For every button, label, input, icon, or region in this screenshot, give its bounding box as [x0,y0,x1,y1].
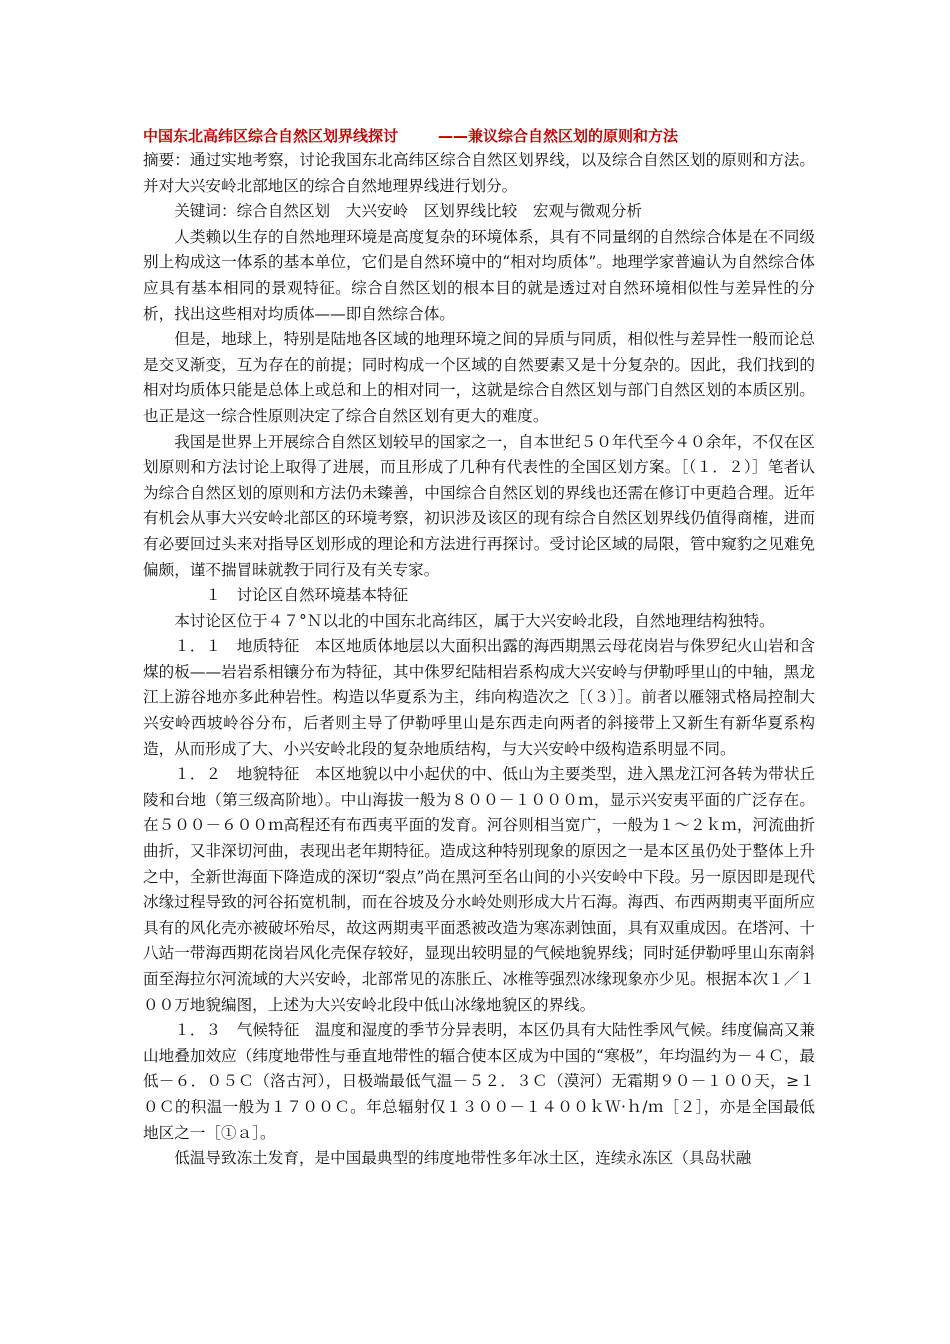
section-intro: 本讨论区位于４７°Ｎ以北的中国东北高纬区，属于大兴安岭北段，自然地理结构独特。 [174,611,775,630]
paragraph: 但是，地球上，特别是陆地各区域的地理环境之间的异质与同质，相似性与差异性一般而论总是交叉渐变，互为存在的前提；同时构成一个区域的自然要素又是十分复杂的。因此，我们找到的相对均质体只能是总体上或总和上的相对同一，这就是综合自然区划与部门自然区划的本质区别。也正是这一综合性原则决定了综合自然区划有更大的难度。 [143,330,815,425]
subsection-geology: １．１ 地质特征 本区地质体地层以大面积出露的海西期黑云母花岗岩与侏罗纪火山岩和含煤的板——岩岩系相镶分布为特征，其中侏罗纪陆相岩系构成大兴安岭与伊勒呼里山的中轴，黑龙江上游谷地亦多此种岩性。构造以华夏系为主，纬向构造次之［（３）］。前者以雁翎式格局控制大兴安岭西坡岭谷分布，后者则主导了伊勒呼里山是东西走向两者的斜接带上又新生有新华夏系构造，从而形成了大、小兴安岭北段的复杂地质结构，与大兴安岭中级构造系明显不同。 [143,637,815,758]
paragraph-permafrost: 低温导致冻土发育，是中国最典型的纬度地带性多年冰土区，连续永冻区（具岛状融 [174,1149,752,1168]
subsection-landform: １．２ 地貌特征 本区地貌以中小起伏的中、低山为主要类型，进入黑龙江河各转为带状丘陵和台地（第三级高阶地）。中山海拔一般为８００－１０００ｍ，显示兴安夷平面的广泛存在。在５００－６００ｍ高程还有布西夷平面的发育。河谷则相当宽广，一般为１～２ｋｍ，河流曲折曲折，又非深切河曲，表现出老年期特征。造成这种特别现象的原因之一是本区虽仍处于整体上升之中，全新世海面下降造成的深切“裂点”尚在黑河至名山间的小兴安岭中下段。另一原因即是现代冰缘过程导致的河谷拓宽机制，而在谷坡及分水岭处则形成大片石海。海西、布西两期夷平面所应具有的风化壳亦被破坏殆尽，故这两期夷平面悉被改造为寒冻剥蚀面，具有双重成因。在塔河、十八站一带海西期花岗岩风化壳保存较好，显现出较明显的气候地貌界线；同时延伊勒呼里山东南斜面至海拉尔河流域的大兴安岭，北部常见的冻胀丘、冰椎等强烈冰缘现象亦少见。根据本次１／１００万地貌编图，上述为大兴安岭北段中低山冰缘地貌区的界线。 [143,765,815,1014]
document-page [143,124,815,1172]
title-subtitle: ——兼议综合自然区划的原则和方法 [438,127,679,145]
section-heading: １ 讨论区自然环境基本特征 [205,586,409,605]
paragraph: 我国是世界上开展综合自然区划较早的国家之一，自本世纪５０年代至今４０余年，不仅在区划原则和方法讨论上取得了进展，而且形成了几种有代表性的全国区划方案。［（１．２）］笔者认为综合自然区划的原则和方法仍未臻善，中国综合自然区划的界线也还需在修订中更趋合理。近年有机会从事大兴安岭北部区的环境考察，初识涉及该区的现有综合自然区划界线仍值得商榷，进而有必要回过头来对指导区划形成的理论和方法进行再探讨。受讨论区域的局限，管中窥豹之见难免偏颇，谨不揣冒昧就教于同行及有关专家。 [143,432,815,579]
abstract: 摘要：通过实地考察，讨论我国东北高纬区综合自然区划界线，以及综合自然区划的原则和方法。并对大兴安岭北部地区的综合自然地理界线进行划分。 [143,151,815,195]
keywords: 关键词：综合自然区划 大兴安岭 区划界线比较 宏观与微观分析 [174,202,643,221]
title-main: 中国东北高纬区综合自然区划界线探讨 [143,127,399,145]
document-title [143,124,815,148]
paragraph: 人类赖以生存的自然地理环境是高度复杂的环境体系，具有不同量纲的自然综合体是在不同级别上构成这一体系的基本单位，它们是自然环境中的“相对均质体”。地理学家普遍认为自然综合体应具有基本相同的景观特征。综合自然区划的根本目的就是透过对自然环境相似性与差异性的分析，找出这些相对均质体——即自然综合体。 [143,227,815,323]
subsection-climate: １．３ 气候特征 温度和湿度的季节分异表明，本区仍具有大陆性季风气候。纬度偏高又兼山地叠加效应（纬度地带性与垂直地带性的辐合使本区成为中国的“寒极”，年均温约为－４Ｃ，最低－６．０５Ｃ（洛古河），日极端最低气温－５２．３Ｃ（漠河）无霜期９０－１００天，≥１０Ｃ的积温一般为１７００Ｃ。年总辐射仅１３００－１４００ｋＷ·ｈ/ｍ［２］，亦是全国最低地区之一［①ａ］。 [143,1021,815,1142]
